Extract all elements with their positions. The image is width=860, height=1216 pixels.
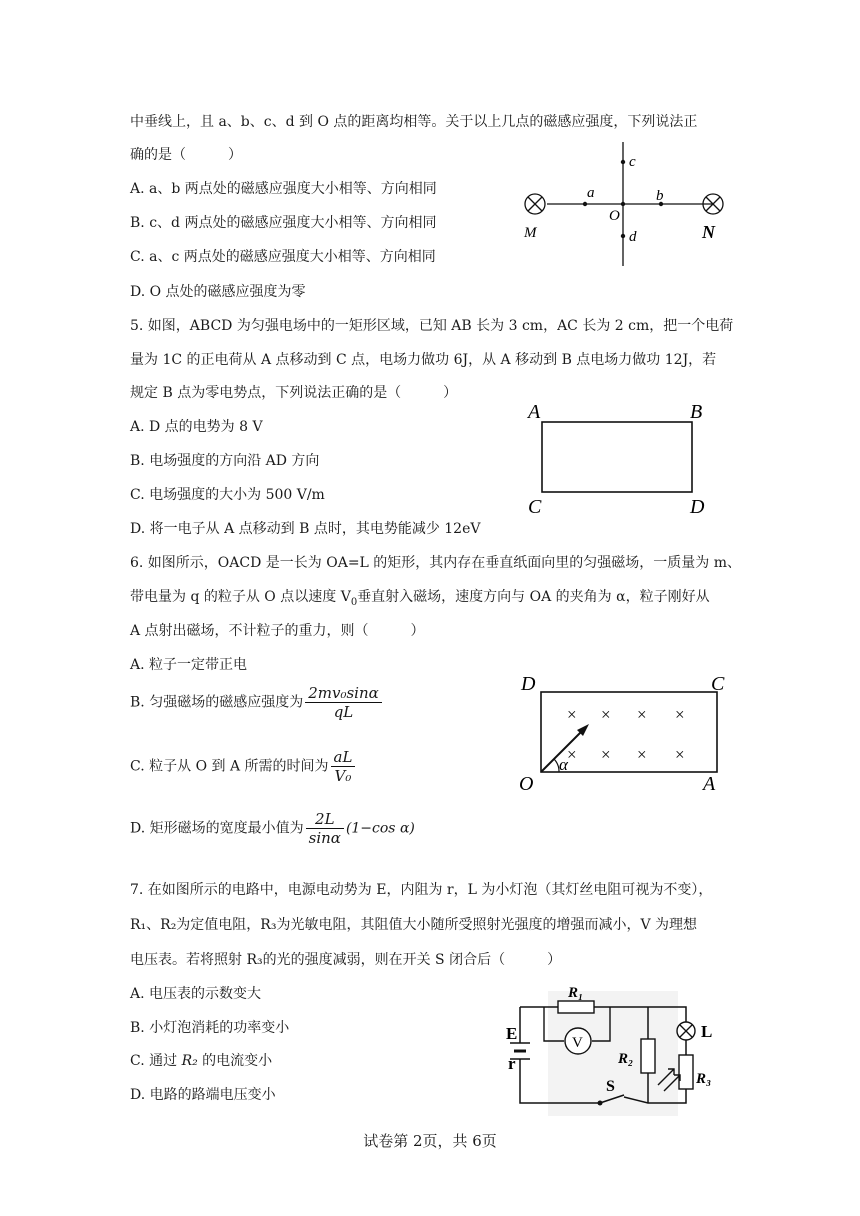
label-C: C	[528, 496, 542, 518]
q4-option-a: A. a、b 两点处的磁感应强度大小相等、方向相同	[130, 181, 437, 197]
label-m: M	[524, 225, 537, 241]
q6-option-c-fraction: $\frac{aL}{\text{V₀}}$	[331, 748, 356, 785]
label-C: C	[711, 673, 725, 695]
q5-option-d: D. 将一电子从 A 点移动到 B 点时，其电势能减少 12eV	[130, 521, 481, 537]
label-B: B	[690, 401, 703, 423]
q7-option-c: C. 通过 R₂ 的电流变小	[130, 1053, 273, 1069]
label-b: b	[656, 188, 664, 204]
q4-option-c: C. a、c 两点处的磁感应强度大小相等、方向相同	[130, 249, 436, 265]
q4-stem-line1: 中垂线上，且 a、b、c、d 到 O 点的距离均相等。关于以上几点的磁感应强度，下列说法正	[130, 114, 698, 130]
q5-option-b: B. 电场强度的方向沿 AD 方向	[130, 453, 320, 469]
q6-stem-line1: 6. 如图所示，OACD 是一长为 OA=L 的矩形，其内存在垂直纸面向里的匀强磁场，一质量为 m、	[130, 555, 742, 571]
label-A: A	[703, 773, 716, 795]
label-alpha: α	[559, 755, 568, 774]
q4-wire-diagram	[515, 140, 740, 270]
point-a	[583, 202, 587, 206]
q5-option-a: A. D 点的电势为 8 V	[130, 419, 263, 435]
page-footer: 试卷第 2页，共 6页	[363, 1132, 497, 1150]
point-c	[621, 160, 625, 164]
field-cross: ×	[567, 705, 577, 724]
point-d	[621, 234, 625, 238]
q4-stem-line2: 确的是（ ）	[130, 147, 242, 163]
label-d: d	[629, 229, 637, 245]
label-S: S	[606, 1078, 615, 1095]
label-L: L	[701, 1022, 713, 1041]
field-cross: ×	[601, 745, 611, 764]
label-n: N	[702, 222, 715, 242]
q5-option-c: C. 电场强度的大小为 500 V/m	[130, 487, 325, 503]
q6-stem-line2: 带电量为 q 的粒子从 O 点以速度 $V_0$垂直射入磁场，速度方向与 OA 的夹角为 α，粒子刚好从	[130, 589, 710, 608]
q6-option-b: B. 匀强磁场的磁感应强度为 $\frac{\text{2mv₀sinα}}{qL}$	[130, 684, 384, 721]
label-r: r	[508, 1054, 516, 1073]
label-D: D	[690, 496, 705, 518]
q6-option-d-fraction: $\frac{2L}{\sin\alpha}$	[306, 810, 344, 847]
field-cross: ×	[637, 705, 647, 724]
label-E: E	[506, 1024, 518, 1043]
lamp-icon	[677, 1022, 695, 1040]
label-c: c	[629, 154, 636, 170]
resistor-r2	[641, 1039, 655, 1073]
wire-m-icon	[525, 194, 545, 214]
label-R3: R₃	[696, 1071, 712, 1087]
q5-rectangle-diagram	[520, 398, 720, 520]
field-cross: ×	[675, 745, 685, 764]
field-cross: ×	[567, 745, 577, 764]
q4-option-b: B. c、d 两点处的磁感应强度大小相等、方向相同	[130, 215, 437, 231]
q7-option-a: A. 电压表的示数变大	[130, 986, 262, 1002]
q5-stem-line1: 5. 如图，ABCD 为匀强电场中的一矩形区域，已知 AB 长为 3 cm，AC 长为 2 cm，把一个电荷	[130, 318, 734, 334]
voltmeter-icon	[565, 1028, 591, 1054]
resistor-r1	[558, 1001, 594, 1013]
label-o: O	[609, 208, 620, 224]
resistor-r3	[679, 1055, 693, 1089]
q6-option-a: A. 粒子一定带正电	[130, 657, 248, 673]
label-R2: R₂	[618, 1051, 634, 1067]
q6-magnetic-field-diagram	[515, 670, 745, 800]
q7-stem-line3: 电压表。若将照射 R₃的光的强度减弱，则在开关 S 闭合后（ ）	[130, 952, 562, 968]
label-R1: R₁	[568, 985, 584, 1001]
q6-option-b-fraction: $\frac{\text{2mv₀sinα}}{qL}$	[305, 684, 382, 721]
q5-stem-line3: 规定 B 点为零电势点，下列说法正确的是（ ）	[130, 385, 458, 401]
q7-stem-line1: 7. 在如图所示的电路中，电源电动势为 E，内阻为 r，L 为小灯泡（其灯丝电阻可视为不变），	[130, 882, 713, 898]
field-cross: ×	[637, 745, 647, 764]
q4-option-d: D. O 点处的磁感应强度为零	[130, 284, 306, 300]
label-V: V	[572, 1035, 583, 1051]
q5-stem-line2: 量为 1C 的正电荷从 A 点移动到 C 点，电场力做功 6J，从 A 移动到 B 点电场力做功 12J，若	[130, 352, 717, 368]
field-cross: ×	[675, 705, 685, 724]
label-D: D	[521, 673, 536, 695]
label-O: O	[519, 773, 534, 795]
label-A: A	[528, 401, 541, 423]
label-a: a	[587, 185, 595, 201]
field-cross: ×	[601, 705, 611, 724]
q6-option-c: C. 粒子从 O 到 A 所需的时间为 $\frac{aL}{\text{V₀}}$	[130, 748, 357, 785]
point-o	[621, 202, 625, 206]
q7-stem-line2: R₁、R₂为定值电阻，R₃为光敏电阻，其阻值大小随所受照射光强度的增强而减小，V 为理想	[130, 917, 698, 933]
q7-option-b: B. 小灯泡消耗的功率变小	[130, 1020, 290, 1036]
q7-circuit-diagram	[498, 985, 728, 1125]
q6-option-d: D. 矩形磁场的宽度最小值为 $\frac{2L}{\sin\alpha}$ (1−cos α)	[130, 810, 415, 847]
q7-option-d: D. 电路的路端电压变小	[130, 1087, 276, 1103]
q6-stem-line3: A 点射出磁场，不计粒子的重力，则（ ）	[130, 623, 425, 639]
